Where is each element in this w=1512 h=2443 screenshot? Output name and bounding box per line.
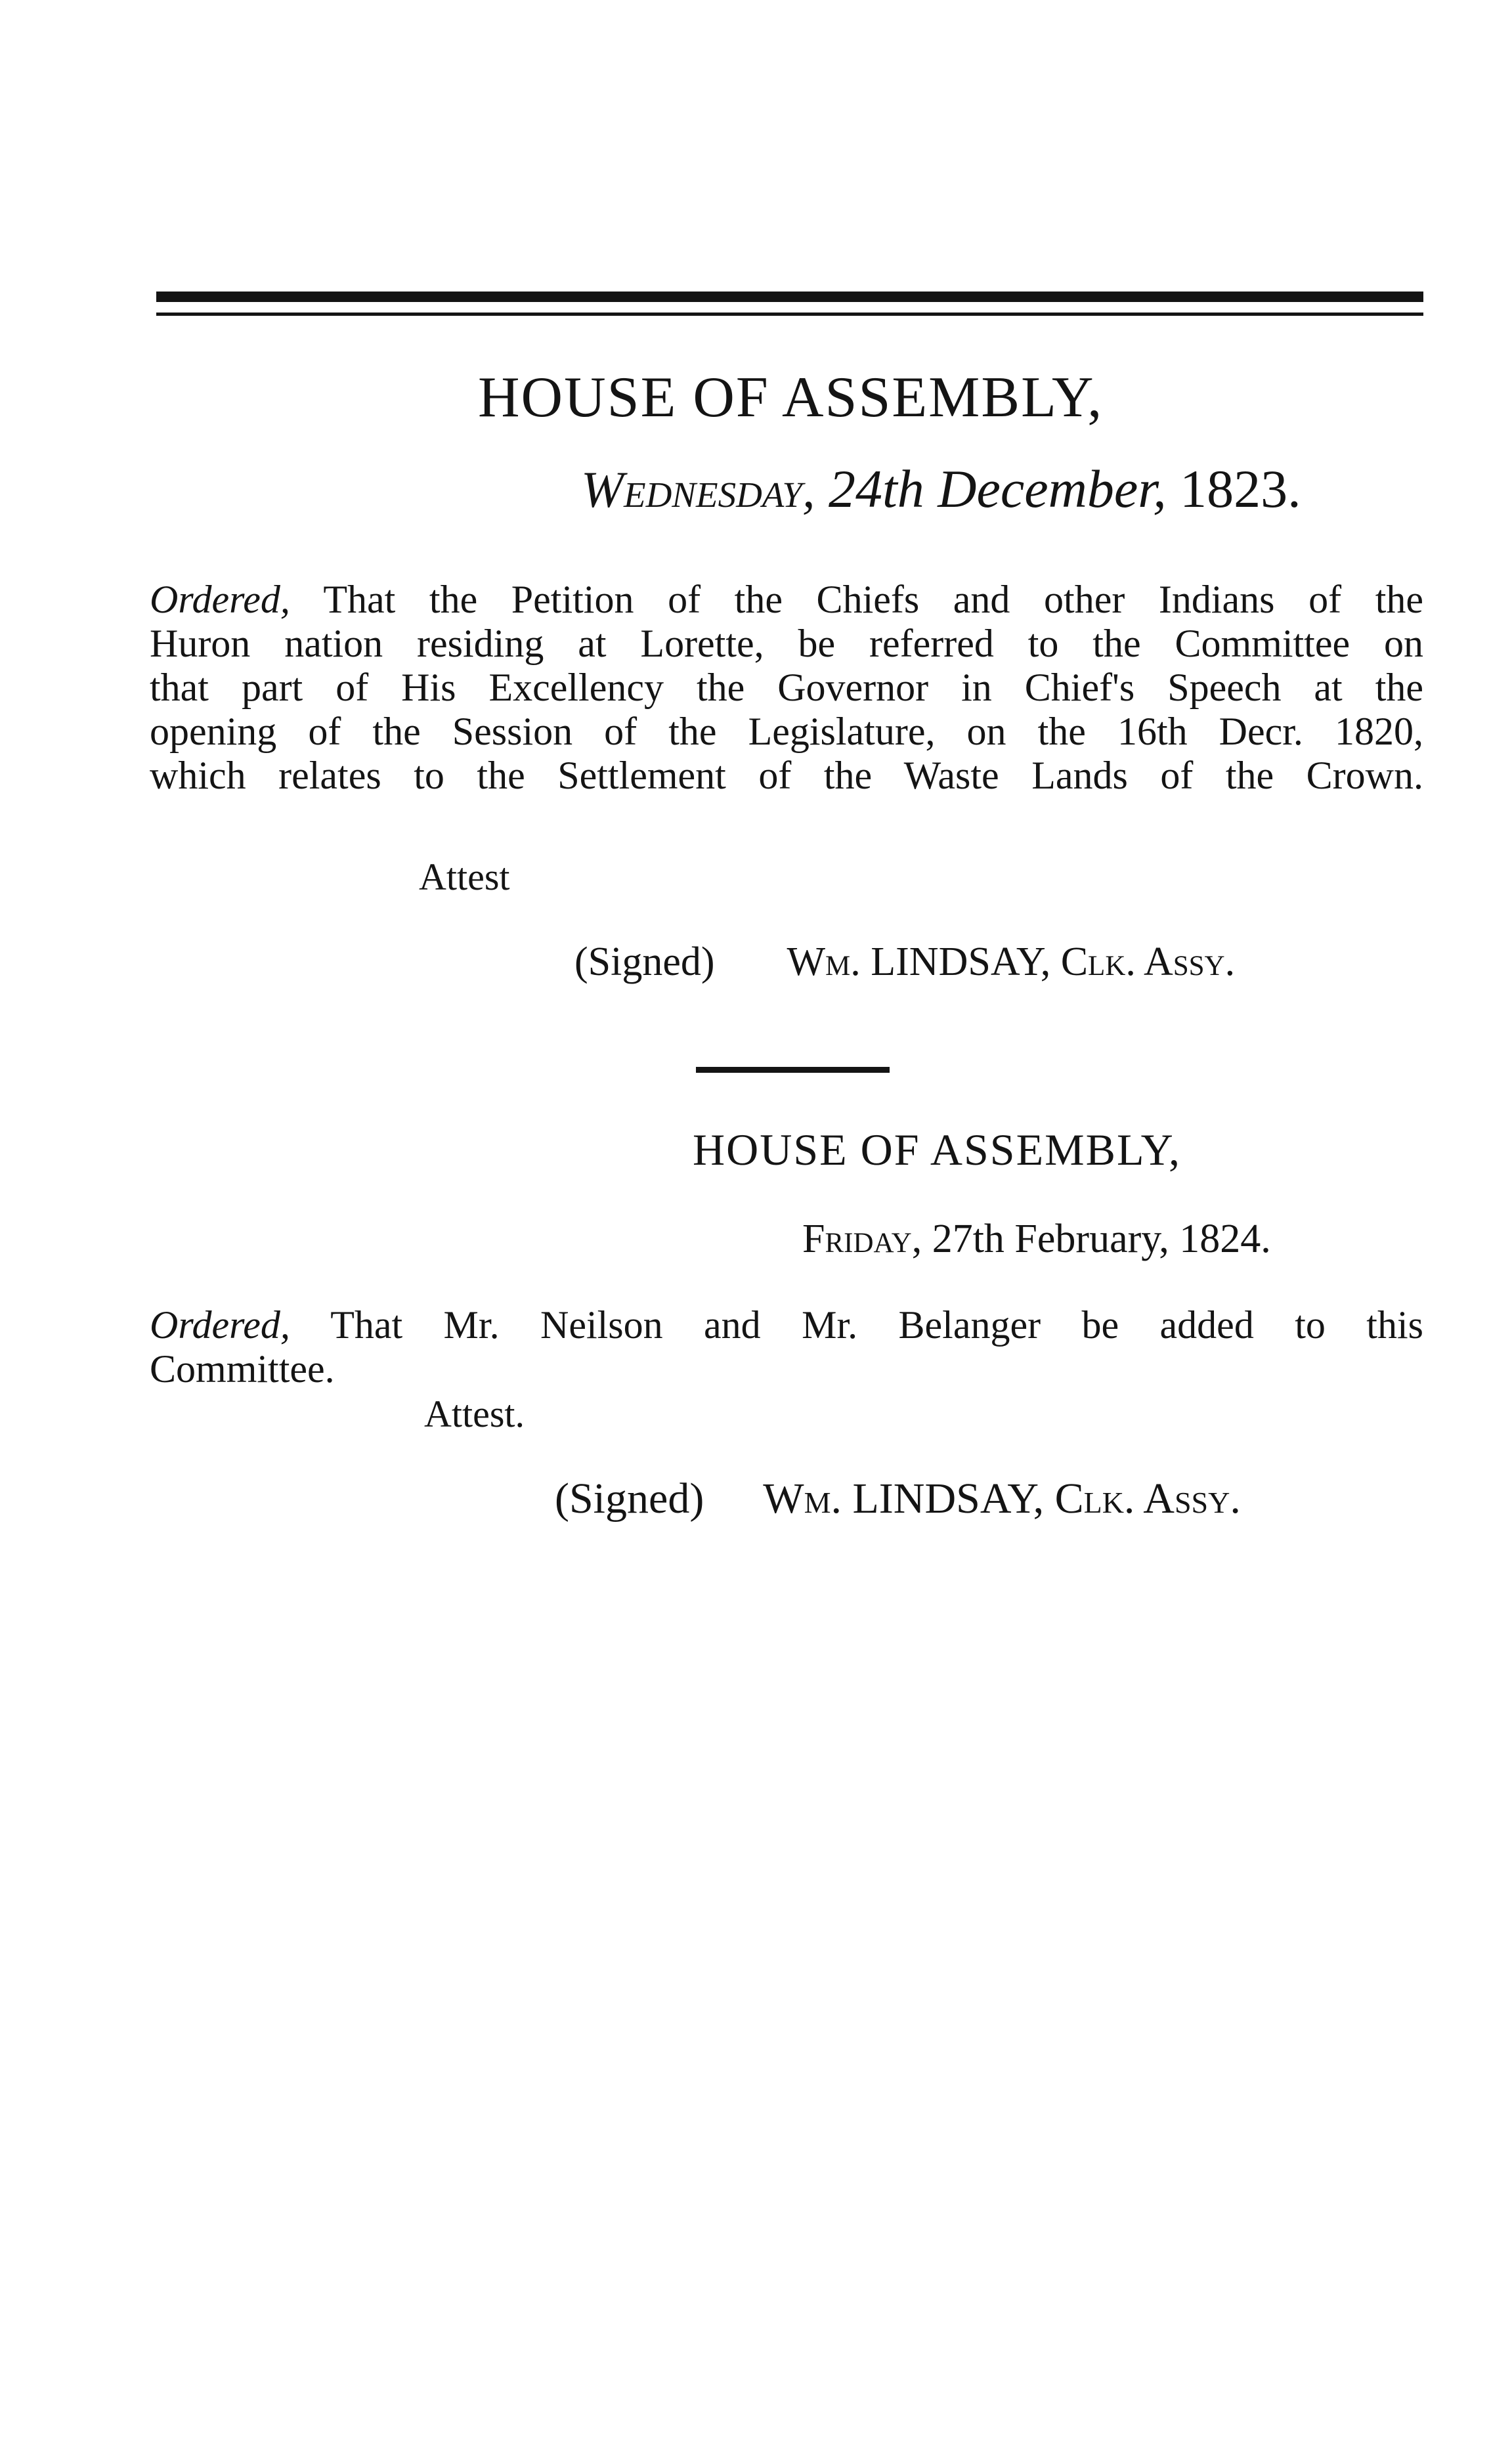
entry-one-day: Wednesday, bbox=[581, 461, 815, 518]
paragraph-line: that part of His Excellency the Governor in Chief's Speech at the bbox=[150, 666, 1423, 709]
signed-label: (Signed) bbox=[574, 940, 715, 984]
entry-one-year: 1823. bbox=[1180, 459, 1301, 519]
signed-label: (Signed) bbox=[555, 1475, 704, 1523]
entry-one-attest: Attest bbox=[419, 855, 510, 898]
ordered-word: Ordered, bbox=[150, 1303, 290, 1347]
clerk-name: Wm. LINDSAY, Clk. Assy. bbox=[787, 940, 1236, 984]
entry-two-order-paragraph bbox=[150, 1303, 1423, 1391]
entry-two-date bbox=[802, 1216, 1271, 1263]
paragraph-line: which relates to the Settlement of the Waste Lands of the Crown. bbox=[150, 754, 1423, 797]
entry-two-day: Friday, bbox=[802, 1217, 922, 1261]
ordered-word: Ordered, bbox=[150, 578, 290, 621]
entry-two-date-rest: 27th February, 1824. bbox=[932, 1217, 1271, 1261]
entry-one-signature bbox=[574, 939, 1235, 985]
section-divider-rule bbox=[696, 1067, 890, 1073]
entry-two-attest: Attest. bbox=[424, 1393, 525, 1435]
entry-one-date bbox=[581, 458, 1301, 520]
entry-one-order-paragraph bbox=[150, 578, 1423, 798]
clerk-name: Wm. LINDSAY, Clk. Assy. bbox=[763, 1475, 1241, 1523]
paragraph-line: Huron nation residing at Lorette, be referred to the Committee on bbox=[150, 622, 1423, 665]
entry-one-heading: HOUSE OF ASSEMBLY, bbox=[478, 366, 1104, 429]
paragraph-line: Committee. bbox=[150, 1347, 335, 1391]
paragraph-line: Ordered, That the Petition of the Chiefs and other Indians of the bbox=[150, 578, 1423, 621]
entry-two-heading: HOUSE OF ASSEMBLY, bbox=[693, 1125, 1182, 1175]
paragraph-line: opening of the Session of the Legislature, on the 16th Decr. 1820, bbox=[150, 710, 1423, 753]
paragraph-line: Ordered, That Mr. Neilson and Mr. Belanger be added to this bbox=[150, 1303, 1423, 1347]
top-double-rule-thin bbox=[156, 313, 1423, 316]
top-double-rule-thick bbox=[156, 292, 1423, 302]
entry-two-signature bbox=[555, 1474, 1241, 1524]
entry-one-date-rest: 24th December, bbox=[828, 459, 1167, 519]
